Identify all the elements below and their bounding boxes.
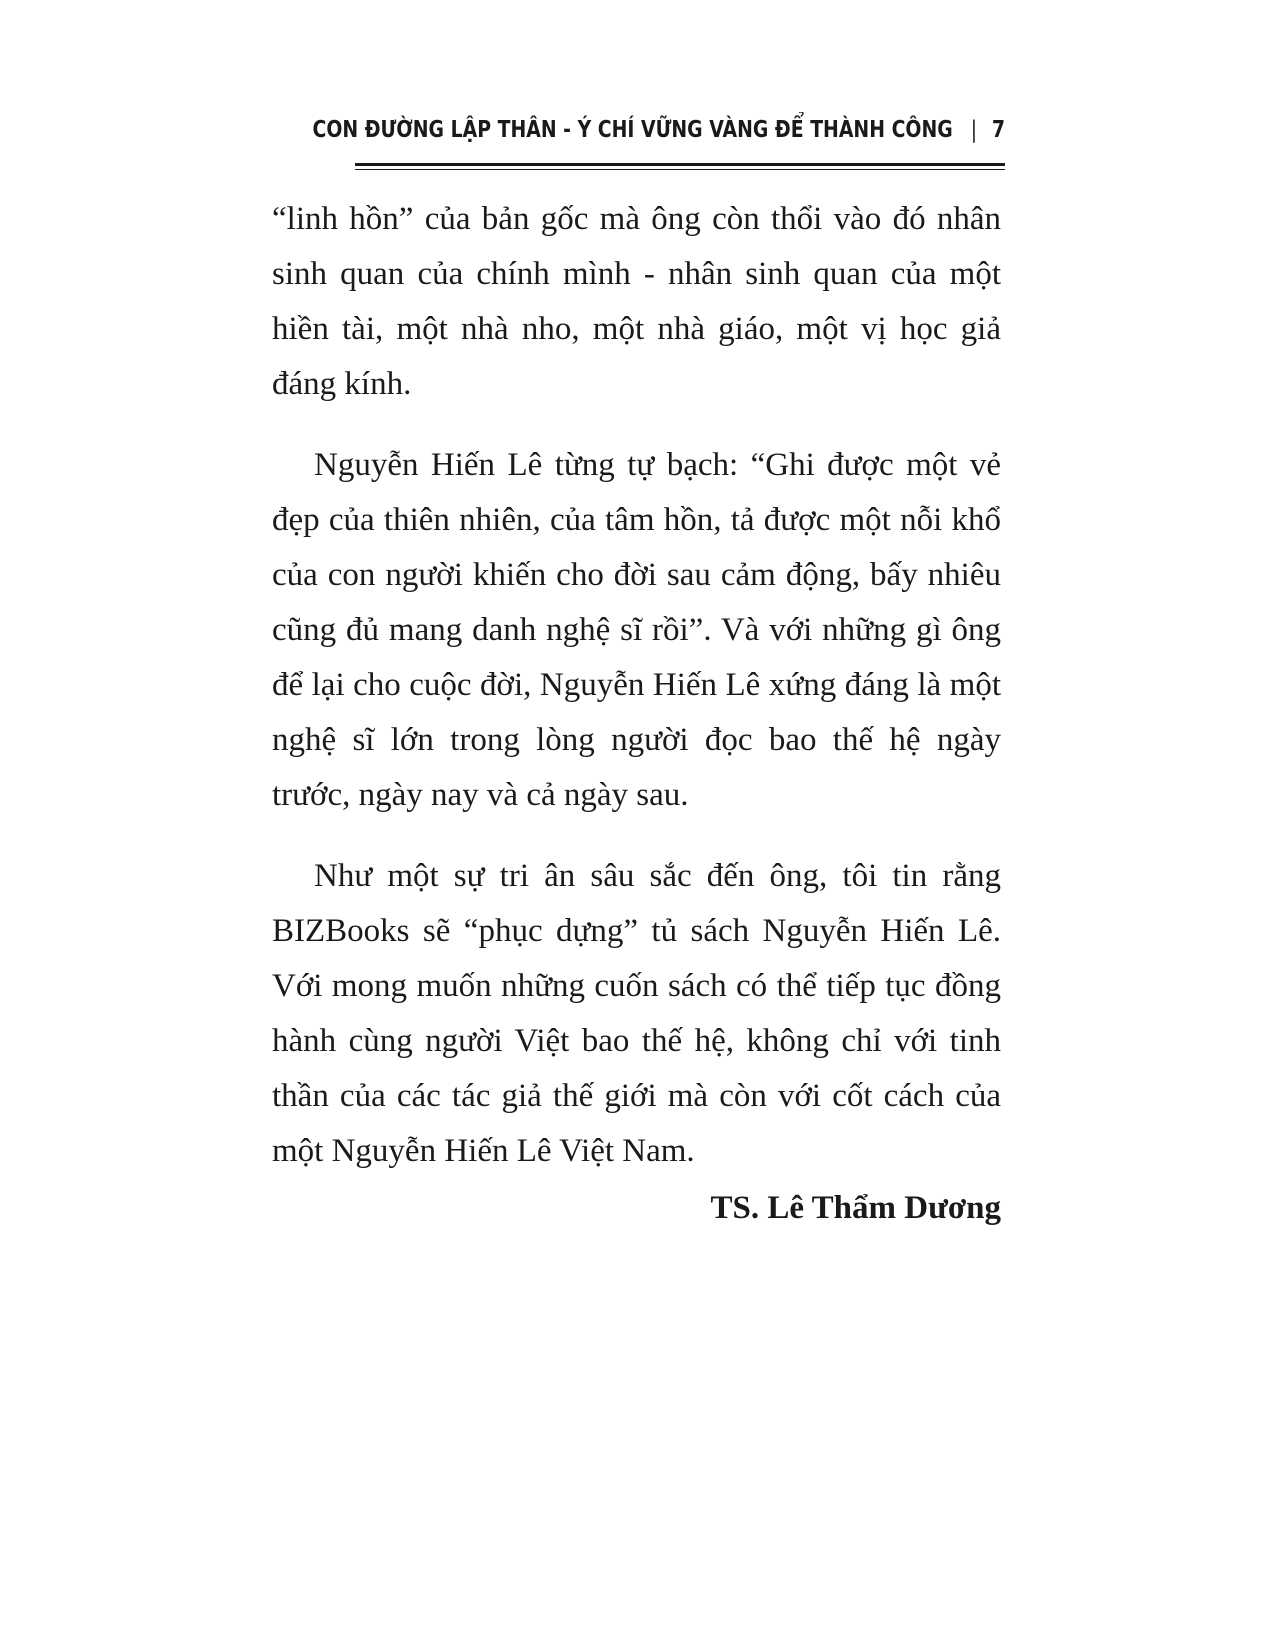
running-header — [312, 110, 1005, 150]
running-header-title: CON ĐƯỜNG LẬP THÂN - Ý CHÍ VỮNG VÀNG ĐỂ THÀNH CÔNG — [312, 117, 953, 143]
paragraph-gratitude: Như một sự tri ân sâu sắc đến ông, tôi tin rằng BIZBooks sẽ “phục dựng” tủ sách Nguyễn Hiến Lê. Với mong muốn những cuốn sách có thể tiếp tục đồng hành cùng người Việt bao thế hệ, không chỉ với tinh thần của các tác giả thế giới mà còn với cốt cách của một Nguyễn Hiến Lê Việt Nam. — [272, 858, 1001, 1169]
paragraph-continuation: “linh hồn” của bản gốc mà ông còn thổi vào đó nhân sinh quan của chính mình - nhân sinh quan của một hiền tài, một nhà nho, một nhà giáo, một vị học giả đáng kính. — [272, 201, 1001, 402]
body-text — [272, 192, 1001, 1205]
page-number: 7 — [991, 117, 1005, 143]
header-separator: | — [970, 117, 978, 143]
header-rule-thin — [355, 169, 1005, 170]
paragraph-quote: Nguyễn Hiến Lê từng tự bạch: “Ghi được một vẻ đẹp của thiên nhiên, của tâm hồn, tả được một nỗi khổ của con người khiến cho đời sau cảm động, bấy nhiêu cũng đủ mang danh nghệ sĩ rồi”. Và với những gì ông để lại cho cuộc đời, Nguyễn Hiến Lê xứng đáng là một nghệ sĩ lớn trong lòng người đọc bao thế hệ ngày trước, ngày nay và cả ngày sau. — [272, 447, 1001, 813]
author-signature: TS. Lê Thẩm Dương — [710, 1190, 1001, 1226]
header-rule-thick — [355, 163, 1005, 166]
